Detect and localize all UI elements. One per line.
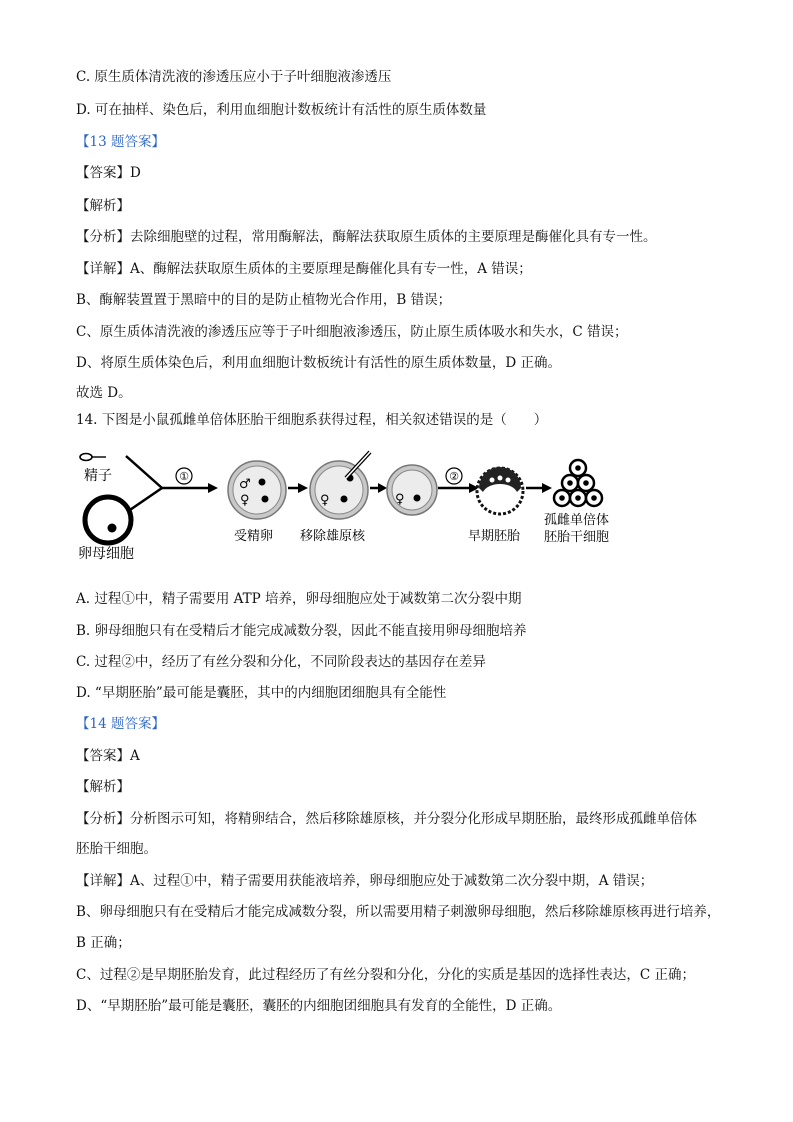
q14-analysis-line2: 胚胎干细胞。 [76,841,157,857]
egg-label: 卵母细胞 [78,546,134,560]
q13-option-c: C. 原生质体清洗液的渗透压应小于子叶细胞液渗透压 [76,69,392,85]
female-symbol: ♀ [395,492,405,507]
q14-option-a: A. 过程①中，精子需要用 ATP 培养，卵母细胞应处于减数第二次分裂中期 [76,591,522,607]
haploid-egg-icon [387,465,437,515]
stem-cell-cluster-icon [554,460,602,506]
sperm-label: 精子 [84,468,112,484]
female-symbol: ♀ [320,493,330,508]
q13-conclusion: 故选 D。 [76,385,132,401]
q14-jiexi-heading: 【解析】 [76,779,130,795]
blastocyst-icon [477,467,523,514]
remove-pronucleus-label: 移除雄原核 [300,529,366,544]
fertilized-egg-icon [228,461,286,519]
q14-process-figure [76,448,636,560]
result-label-line2: 胚胎干细胞 [544,530,610,545]
q14-option-d: D. “早期胚胎”最可能是囊胚，其中的内细胞团细胞具有全能性 [76,685,447,701]
q13-analysis: 【分析】去除细胞壁的过程，常用酶解法，酶解法获取原生质体的主要原理是酶催化具有专一性。 [76,229,657,245]
early-embryo-label: 早期胚胎 [468,529,521,544]
female-symbol: ♀ [240,493,250,508]
arrow-5-head [542,483,552,493]
egg-cell-icon [85,497,131,543]
q14-answer: 【答案】A [76,748,140,764]
q13-detail-b: B、酶解装置置于黑暗中的目的是防止植物光合作用，B 错误； [76,292,452,308]
q13-detail-a: 【详解】A、酶解法获取原生质体的主要原理是酶催化具有专一性，A 错误； [76,261,532,277]
q14-detail-b-line2: B 正确； [76,935,131,951]
male-symbol: ♂ [239,477,251,492]
arrow-3-head [378,483,387,493]
q13-answer-tag: 【13 题答案】 [76,134,165,150]
q14-option-b: B. 卵母细胞只有在受精后才能完成减数分裂，因此不能直接用卵母细胞培养 [76,623,527,639]
q14-answer-tag: 【14 题答案】 [76,716,165,732]
q13-answer: 【答案】D [76,165,141,181]
sperm-line [126,456,162,488]
q14-stem: 14. 下图是小鼠孤雌单倍体胚胎干细胞系获得过程，相关叙述错误的是（ ） [76,412,548,428]
q14-analysis-line1: 【分析】分析图示可知，将精卵结合，然后移除雄原核，并分裂分化形成早期胚胎，最终形成孤雌单倍体 [76,811,697,827]
result-label-line1: 孤雌单倍体 [544,513,610,528]
q13-detail-d: D、将原生质体染色后，利用血细胞计数板统计有活性的原生质体数量，D 正确。 [76,355,561,371]
sperm-icon [80,454,106,461]
step-1-label: ① [179,470,189,483]
q14-detail-c: C、过程②是早期胚胎发育，此过程经历了有丝分裂和分化，分化的实质是基因的选择性表达，C 正确； [76,967,695,983]
arrow-1-head [208,483,218,493]
q13-detail-c: C、原生质体清洗液的渗透压应等于子叶细胞液渗透压，防止原生质体吸水和失水，C 错误； [76,324,628,340]
pronucleus-removal-icon [310,452,370,519]
q14-option-c: C. 过程②中，经历了有丝分裂和分化，不同阶段表达的基因存在差异 [76,654,486,670]
q14-detail-d: D、“早期胚胎”最可能是囊胚，囊胚的内细胞团细胞具有发育的全能性，D 正确。 [76,998,562,1014]
step-2-label: ② [449,470,459,483]
q13-option-d: D. 可在抽样、染色后，利用血细胞计数板统计有活性的原生质体数量 [76,102,487,118]
arrow-2-head [298,483,308,493]
fertilized-label: 受精卵 [234,529,274,544]
q14-detail-a: 【详解】A、过程①中，精子需要用获能液培养，卵母细胞应处于减数第二次分裂中期，A 错误； [76,873,654,889]
q13-jiexi-heading: 【解析】 [76,198,130,214]
q14-detail-b-line1: B、卵母细胞只有在受精后才能完成减数分裂，所以需要用精子刺激卵母细胞，然后移除雄原核再进行培养， [76,904,721,920]
